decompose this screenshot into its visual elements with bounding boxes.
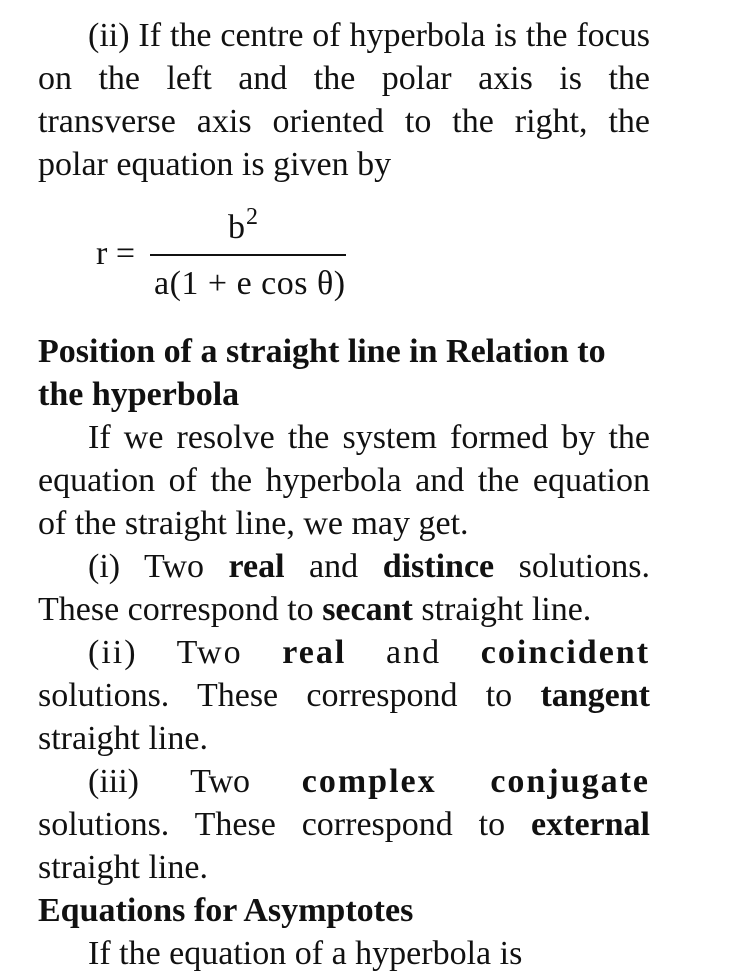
- case-iii-suffix: straight line.: [38, 849, 208, 886]
- case-ii-bold-tangent: tangent: [540, 677, 650, 714]
- case-ii-suffix: straight line.: [38, 720, 208, 757]
- case-i-bold-real: real: [228, 548, 285, 585]
- case-iii-bold-conjugate: conjugate: [490, 763, 650, 800]
- case-ii-mid2: solutions. These correspond to: [38, 677, 541, 714]
- case-i-prefix: (i) Two: [88, 548, 229, 585]
- case-iii-paragraph: [38, 760, 650, 889]
- equation-numerator: [228, 206, 258, 253]
- document-page: [38, 14, 650, 975]
- equation-numerator-base: b: [228, 209, 245, 246]
- case-iii-bold-complex: complex: [301, 763, 437, 800]
- case-i-mid1: and: [284, 548, 383, 585]
- equation-lhs: r =: [96, 235, 135, 272]
- case-iii-prefix: (iii) Two: [88, 763, 302, 800]
- fraction-bar: [150, 254, 346, 256]
- case-i-bold-secant: secant: [322, 591, 413, 628]
- equation-numerator-exponent: 2: [246, 204, 258, 230]
- polar-equation: [38, 206, 650, 322]
- case-ii-prefix: (ii) Two: [88, 634, 283, 671]
- paragraph-intro: If we resolve the system formed by the equation of the hyperbola and the equation of the straight line, we may get.: [38, 419, 650, 542]
- case-i-paragraph: [38, 545, 650, 631]
- paragraph-asymptotes: If the equation of a hyperbola is: [88, 935, 523, 972]
- paragraph-polar-equation: (ii) If the centre of hyperbola is the focus on the left and the polar axis is the transverse axis oriented to the right, the polar equation is given by: [38, 17, 650, 183]
- case-i-bold-distince: distince: [382, 548, 495, 585]
- equation-denominator: a(1 + e cos θ): [154, 265, 346, 302]
- case-ii-bold-coincident: coincident: [480, 634, 651, 671]
- heading-line-position: Position of a straight line in Relation to the hyperbola: [38, 333, 606, 413]
- case-i-mid2: solutions. These correspond to: [38, 548, 650, 628]
- case-ii-paragraph: [38, 631, 650, 760]
- case-iii-mid2: solutions. These correspond to: [38, 806, 532, 843]
- heading-asymptotes: Equations for Asymptotes: [38, 892, 414, 929]
- case-ii-bold-real: real: [282, 634, 347, 671]
- case-iii-mid1: [437, 763, 491, 800]
- case-iii-bold-external: external: [531, 806, 650, 843]
- case-i-suffix: straight line.: [412, 591, 592, 628]
- case-ii-mid1: and: [346, 634, 481, 671]
